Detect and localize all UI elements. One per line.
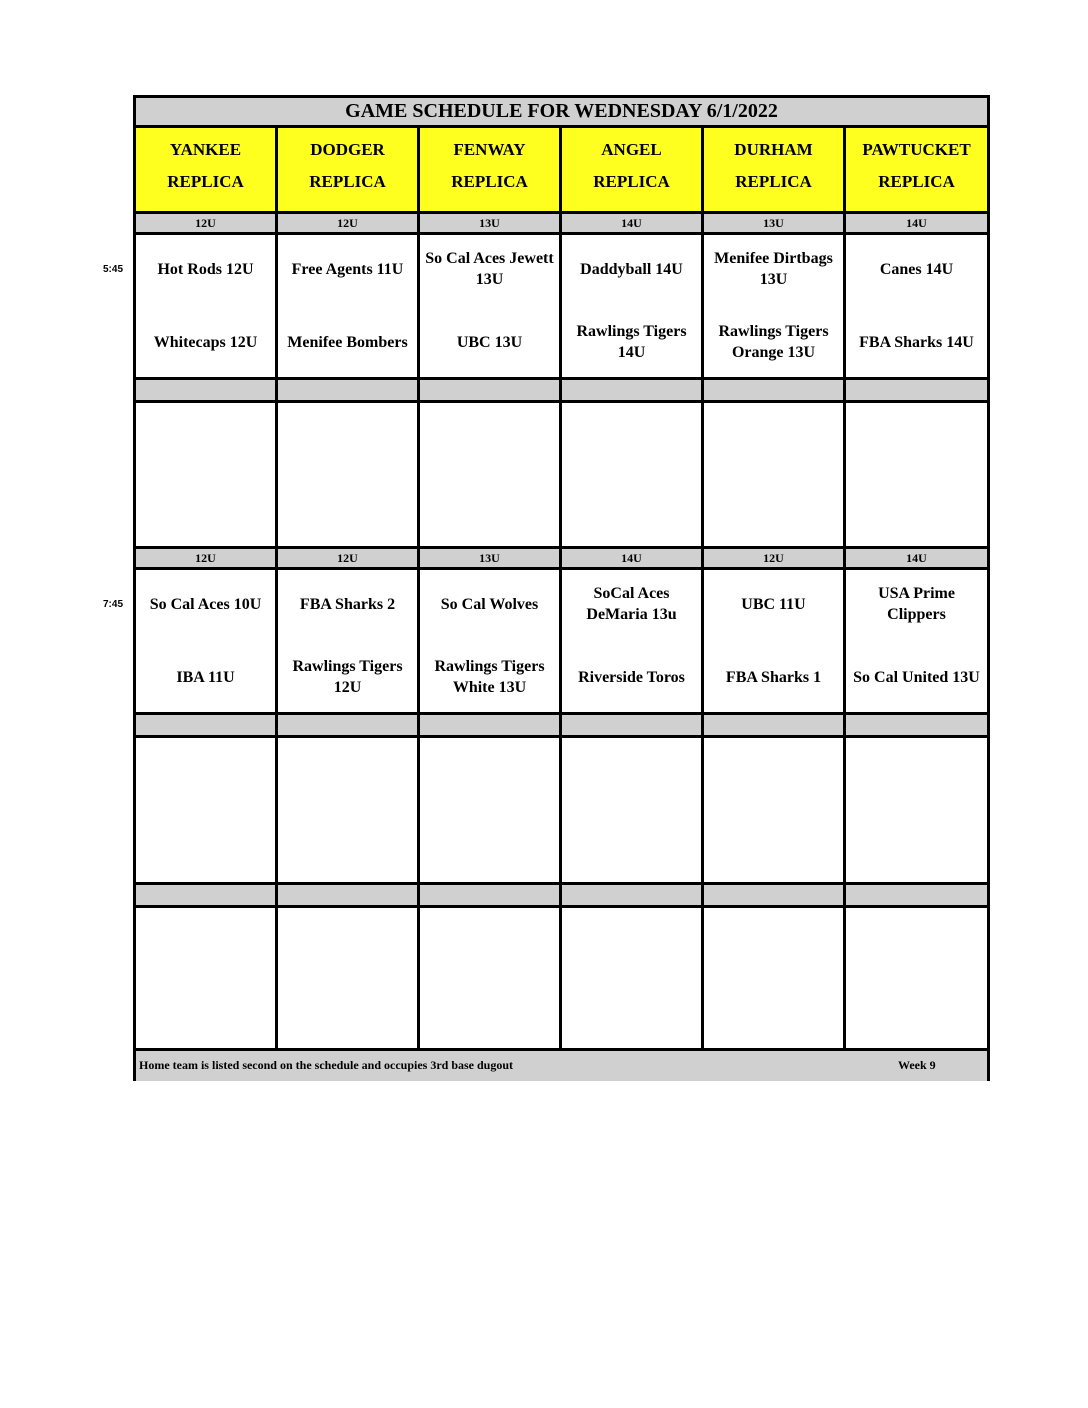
empty-game-cell: [562, 403, 704, 549]
away-team: Daddyball 14U: [580, 260, 683, 278]
empty-game-cell: [136, 403, 278, 549]
empty-game-cell: [562, 908, 704, 1051]
home-team: Rawlings Tigers Orange 13U: [718, 323, 829, 361]
age-division-label: 12U: [136, 549, 278, 570]
field-subtitle: REPLICA: [451, 172, 528, 191]
away-team: SoCal Aces DeMaria 13u: [586, 585, 677, 623]
empty-divider-bar: [278, 715, 420, 738]
away-team: Free Agents 11U: [291, 260, 404, 278]
game-cell: [704, 235, 846, 380]
field-name: PAWTUCKET: [862, 140, 971, 159]
home-team: So Cal United 13U: [853, 668, 980, 686]
empty-divider-bar: [420, 885, 562, 908]
away-team: FBA Sharks 2: [299, 595, 396, 613]
home-team: UBC 13U: [456, 333, 523, 351]
field-subtitle: REPLICA: [878, 172, 955, 191]
field-name: DURHAM: [734, 140, 813, 159]
age-division-label: 12U: [136, 214, 278, 235]
field-subtitle: REPLICA: [735, 172, 812, 191]
empty-divider-bar: [420, 380, 562, 403]
home-team: Menifee Bombers: [287, 333, 408, 351]
field-header: [278, 128, 420, 214]
empty-game-cell: [846, 908, 987, 1051]
game-cell: [704, 570, 846, 715]
empty-divider-bar: [136, 885, 278, 908]
away-team: UBC 11U: [741, 595, 806, 613]
game-cell: [846, 570, 987, 715]
empty-divider-bar: [846, 885, 987, 908]
game-cell: [846, 235, 987, 380]
field-header: [562, 128, 704, 214]
field-subtitle: REPLICA: [309, 172, 386, 191]
game-cell: [278, 570, 420, 715]
field-name: DODGER: [310, 140, 385, 159]
time-label-slot-2: 7:45: [103, 599, 124, 610]
age-division-label: 12U: [704, 549, 846, 570]
empty-divider-bar: [846, 380, 987, 403]
empty-game-cell: [278, 738, 420, 885]
footer-note: Home team is listed second on the schedule and occupies 3rd base dugout: [139, 1058, 514, 1072]
empty-divider-bar: [846, 715, 987, 738]
footer-week: Week 9: [898, 1058, 936, 1072]
away-team: So Cal Aces 10U: [149, 595, 262, 613]
age-division-label: 14U: [846, 214, 987, 235]
field-header: [704, 128, 846, 214]
empty-game-cell: [704, 738, 846, 885]
game-cell: [562, 235, 704, 380]
empty-divider-bar: [562, 885, 704, 908]
age-division-label: 13U: [420, 549, 562, 570]
away-team: So Cal Wolves: [440, 595, 539, 613]
schedule-footer: [136, 1051, 987, 1081]
empty-game-cell: [136, 908, 278, 1051]
field-name: ANGEL: [601, 140, 662, 159]
game-cell: [136, 235, 278, 380]
empty-divider-bar: [704, 380, 846, 403]
empty-divider-bar: [278, 380, 420, 403]
home-team: Rawlings Tigers 12U: [292, 658, 403, 696]
age-division-label: 14U: [562, 214, 704, 235]
away-team: Canes 14U: [879, 260, 954, 278]
away-team: USA Prime Clippers: [878, 585, 955, 623]
game-cell: [136, 570, 278, 715]
away-team: Menifee Dirtbags 13U: [714, 250, 833, 288]
field-subtitle: REPLICA: [593, 172, 670, 191]
empty-game-cell: [278, 403, 420, 549]
away-team: So Cal Aces Jewett 13U: [425, 250, 554, 288]
empty-game-cell: [278, 908, 420, 1051]
field-header: [846, 128, 987, 214]
empty-divider-bar: [278, 885, 420, 908]
home-team: Rawlings Tigers White 13U: [434, 658, 545, 696]
age-division-label: 12U: [278, 549, 420, 570]
empty-divider-bar: [136, 715, 278, 738]
empty-game-cell: [420, 403, 562, 549]
empty-game-cell: [704, 908, 846, 1051]
empty-divider-bar: [704, 715, 846, 738]
empty-game-cell: [846, 403, 987, 549]
empty-game-cell: [704, 403, 846, 549]
empty-game-cell: [562, 738, 704, 885]
home-team: IBA 11U: [176, 668, 235, 686]
age-division-label: 14U: [562, 549, 704, 570]
empty-divider-bar: [562, 380, 704, 403]
home-team: FBA Sharks 14U: [859, 333, 974, 351]
empty-game-cell: [846, 738, 987, 885]
game-cell: [562, 570, 704, 715]
age-division-label: 12U: [278, 214, 420, 235]
age-division-label: 14U: [846, 549, 987, 570]
field-header: [420, 128, 562, 214]
home-team: Whitecaps 12U: [153, 333, 258, 351]
game-cell: [278, 235, 420, 380]
away-team: Hot Rods 12U: [157, 260, 254, 278]
field-subtitle: REPLICA: [167, 172, 244, 191]
empty-divider-bar: [136, 380, 278, 403]
empty-game-cell: [136, 738, 278, 885]
field-header: [136, 128, 278, 214]
empty-divider-bar: [562, 715, 704, 738]
game-schedule-table: [133, 95, 990, 1081]
home-team: FBA Sharks 1: [725, 668, 822, 686]
schedule-title: GAME SCHEDULE FOR WEDNESDAY 6/1/2022: [136, 98, 987, 128]
empty-divider-bar: [704, 885, 846, 908]
game-cell: [420, 570, 562, 715]
empty-divider-bar: [420, 715, 562, 738]
age-division-label: 13U: [704, 214, 846, 235]
home-team: Rawlings Tigers 14U: [576, 323, 687, 361]
home-team: Riverside Toros: [578, 668, 685, 686]
game-cell: [420, 235, 562, 380]
field-name: YANKEE: [169, 140, 242, 159]
empty-game-cell: [420, 738, 562, 885]
field-name: FENWAY: [453, 140, 526, 159]
age-division-label: 13U: [420, 214, 562, 235]
empty-game-cell: [420, 908, 562, 1051]
time-label-slot-1: 5:45: [103, 264, 124, 275]
